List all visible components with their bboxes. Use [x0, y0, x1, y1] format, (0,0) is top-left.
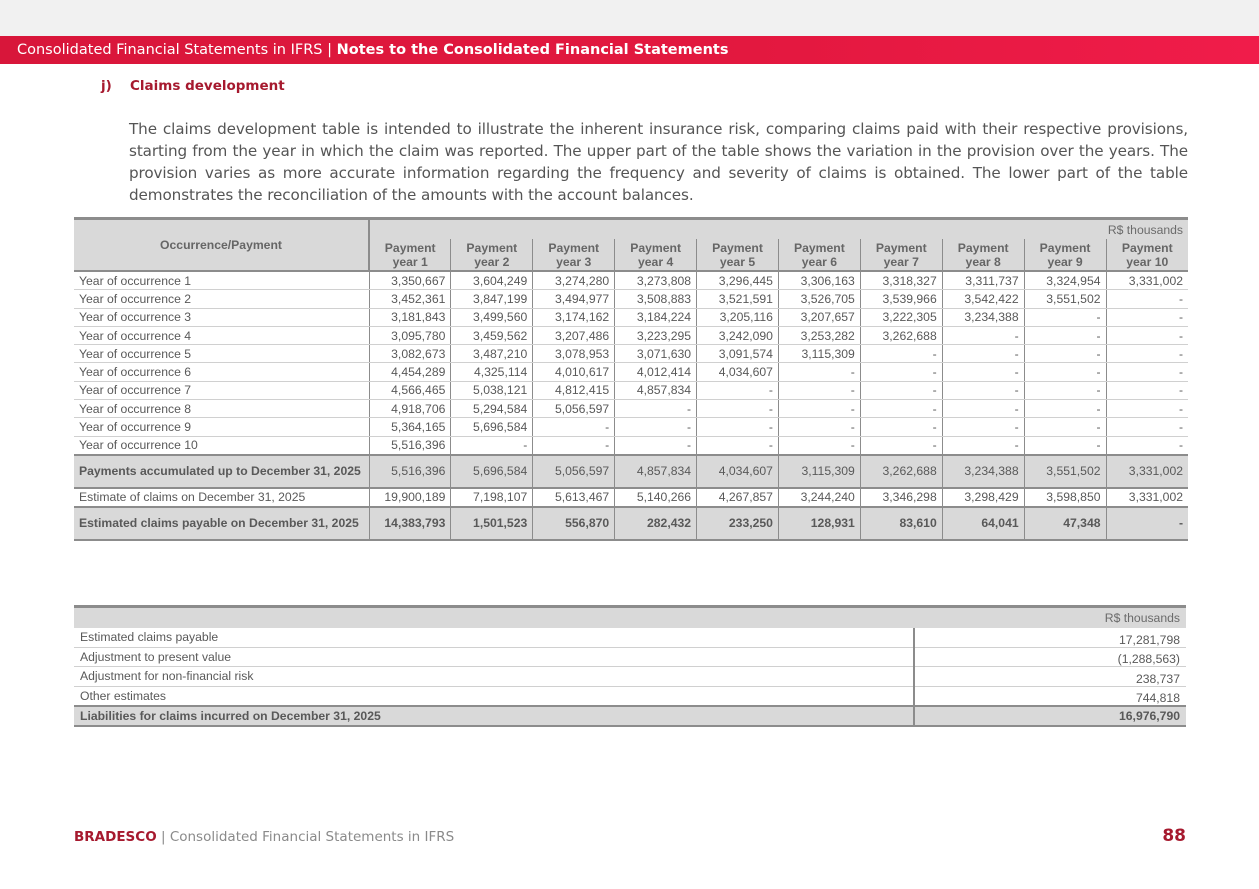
column-header-line: year 9: [1047, 254, 1083, 269]
cell-value: -: [1024, 345, 1106, 363]
cell-value: 282,432: [615, 507, 697, 540]
cell-value: 5,140,266: [615, 488, 697, 507]
cell-value: -: [942, 418, 1024, 436]
cell-value: 3,205,116: [697, 308, 779, 326]
cell-value: 3,078,953: [533, 345, 615, 363]
cell-value: 3,174,162: [533, 308, 615, 326]
header-left-text: Consolidated Financial Statements in IFRS: [17, 42, 323, 58]
row-label: Estimated claims payable on December 31, 2025: [74, 507, 369, 540]
cell-value: 3,539,966: [860, 290, 942, 308]
cell-value: 3,604,249: [451, 271, 533, 290]
cell-value: -: [1024, 436, 1106, 455]
cell-value: -: [1024, 326, 1106, 344]
cell-value: -: [697, 436, 779, 455]
footer: [74, 829, 454, 845]
row-label: Year of occurrence 9: [74, 418, 369, 436]
units-label: R$ thousands: [369, 219, 1188, 240]
cell-value: 4,012,414: [615, 363, 697, 381]
cell-value: 3,542,422: [942, 290, 1024, 308]
row-label: Year of occurrence 8: [74, 400, 369, 418]
page-number: 88: [1162, 826, 1186, 846]
cell-value: -: [778, 381, 860, 399]
cell-value: 3,115,309: [778, 345, 860, 363]
cell-value: 1,501,523: [451, 507, 533, 540]
cell-value: 3,452,361: [369, 290, 451, 308]
cell-value: 3,318,327: [860, 271, 942, 290]
cell-value: -: [1024, 400, 1106, 418]
occurrence-row: [74, 418, 1188, 436]
column-header-line: year 4: [637, 254, 674, 269]
cell-value: -: [942, 436, 1024, 455]
cell-value: -: [697, 418, 779, 436]
column-header-line: Payment: [957, 240, 1009, 255]
cell-value: 4,857,834: [615, 381, 697, 399]
cell-value: -: [1106, 400, 1188, 418]
cell-value: 83,610: [860, 507, 942, 540]
cell-value: 3,494,977: [533, 290, 615, 308]
cell-value: -: [860, 381, 942, 399]
column-header-line: Payment: [1039, 240, 1091, 255]
occurrence-row: [74, 326, 1188, 344]
column-header-line: year 10: [1126, 254, 1169, 269]
row-label: Year of occurrence 1: [74, 271, 369, 290]
column-header: [369, 239, 451, 271]
claims-body: [74, 271, 1188, 540]
recon-row: [74, 628, 1186, 647]
cell-value: -: [533, 418, 615, 436]
recon-total-row: [74, 706, 1186, 726]
column-header-line: year 6: [801, 254, 838, 269]
cell-value: 3,598,850: [1024, 488, 1106, 507]
occurrence-row: [74, 345, 1188, 363]
cell-value: 3,459,562: [451, 326, 533, 344]
row-label: Year of occurrence 6: [74, 363, 369, 381]
column-header-line: year 8: [965, 254, 1001, 269]
cell-value: 3,242,090: [697, 326, 779, 344]
cell-value: 3,331,002: [1106, 271, 1188, 290]
cell-value: -: [1106, 363, 1188, 381]
column-header-line: Payment: [466, 240, 518, 255]
column-header-line: Payment: [384, 240, 436, 255]
cell-value: 4,454,289: [369, 363, 451, 381]
cell-value: 3,508,883: [615, 290, 697, 308]
cell-value: -: [942, 363, 1024, 381]
cell-value: 5,516,396: [369, 436, 451, 455]
occurrence-row: [74, 290, 1188, 308]
reconciliation-table: [74, 605, 1186, 727]
cell-value: 3,184,224: [615, 308, 697, 326]
cell-value: 3,311,737: [942, 271, 1024, 290]
column-header-line: Payment: [630, 240, 682, 255]
cell-value: 3,115,309: [778, 455, 860, 488]
cell-value: 5,056,597: [533, 455, 615, 488]
column-header: [1024, 239, 1106, 271]
estimate-of-claims-row: [74, 488, 1188, 507]
cell-value: 3,499,560: [451, 308, 533, 326]
cell-value: -: [778, 400, 860, 418]
cell-value: 3,487,210: [451, 345, 533, 363]
column-header: [942, 239, 1024, 271]
occurrence-row: [74, 271, 1188, 290]
column-header-line: year 2: [474, 254, 510, 269]
cell-value: -: [942, 326, 1024, 344]
recon-units-label: R$ thousands: [74, 607, 1186, 629]
cell-value: 3,331,002: [1106, 455, 1188, 488]
cell-value: 5,696,584: [451, 418, 533, 436]
row-label: Year of occurrence 7: [74, 381, 369, 399]
cell-value: -: [1106, 507, 1188, 540]
row-label: Year of occurrence 4: [74, 326, 369, 344]
cell-value: 3,346,298: [860, 488, 942, 507]
cell-value: 4,010,617: [533, 363, 615, 381]
cell-value: 3,082,673: [369, 345, 451, 363]
column-header: [1106, 239, 1188, 271]
cell-value: 3,095,780: [369, 326, 451, 344]
recon-label: Other estimates: [74, 686, 914, 706]
intro-paragraph: The claims development table is intended to illustrate the inherent insurance risk, comparing claims paid with their respective provisions, starting from the year in which the claim was reported. The upper part of the table shows the variation in the provision over the years. The provision varies as more accurate information regarding the frequency and severity of claims is obtained. The lower part of the table demonstrates the reconciliation of the amounts with the account balances.: [129, 120, 1188, 204]
cell-value: -: [615, 400, 697, 418]
recon-value: 744,818: [914, 686, 1186, 706]
cell-value: 3,526,705: [778, 290, 860, 308]
cell-value: 3,234,388: [942, 308, 1024, 326]
cell-value: 5,516,396: [369, 455, 451, 488]
row-label: Year of occurrence 5: [74, 345, 369, 363]
cell-value: 5,294,584: [451, 400, 533, 418]
occurrence-row: [74, 436, 1188, 455]
cell-value: -: [860, 436, 942, 455]
column-header-line: Payment: [548, 240, 600, 255]
cell-value: 3,181,843: [369, 308, 451, 326]
recon-row: [74, 667, 1186, 687]
column-header-line: year 1: [392, 254, 428, 269]
cell-value: 5,038,121: [451, 381, 533, 399]
cell-value: -: [1106, 345, 1188, 363]
cell-value: -: [1106, 290, 1188, 308]
cell-value: -: [697, 381, 779, 399]
column-header-line: Payment: [1121, 240, 1173, 255]
cell-value: 3,234,388: [942, 455, 1024, 488]
cell-value: 4,812,415: [533, 381, 615, 399]
cell-value: 3,244,240: [778, 488, 860, 507]
section-title: Claims development: [130, 78, 285, 94]
occurrence-row: [74, 400, 1188, 418]
column-header-line: Payment: [875, 240, 927, 255]
cell-value: -: [942, 400, 1024, 418]
cell-value: -: [1106, 418, 1188, 436]
footer-separator: |: [156, 829, 170, 845]
cell-value: 3,350,667: [369, 271, 451, 290]
cell-value: 3,274,280: [533, 271, 615, 290]
cell-value: 47,348: [1024, 507, 1106, 540]
header-right-text: Notes to the Consolidated Financial Statements: [336, 42, 729, 58]
cell-value: 3,091,574: [697, 345, 779, 363]
cell-value: 4,267,857: [697, 488, 779, 507]
cell-value: -: [1024, 308, 1106, 326]
occurrence-row: [74, 381, 1188, 399]
estimated-payable-row: [74, 507, 1188, 540]
cell-value: -: [942, 345, 1024, 363]
column-header: [615, 239, 697, 271]
cell-value: 5,364,165: [369, 418, 451, 436]
cell-value: 3,207,486: [533, 326, 615, 344]
cell-value: 3,273,808: [615, 271, 697, 290]
row-label: Year of occurrence 10: [74, 436, 369, 455]
recon-value: 238,737: [914, 667, 1186, 687]
cell-value: 3,306,163: [778, 271, 860, 290]
cell-value: 3,071,630: [615, 345, 697, 363]
cell-value: -: [1106, 381, 1188, 399]
occurrence-payment-header: Occurrence/Payment: [74, 219, 369, 272]
cell-value: -: [1106, 436, 1188, 455]
cell-value: 3,223,295: [615, 326, 697, 344]
row-label: Estimate of claims on December 31, 2025: [74, 488, 369, 507]
cell-value: 3,551,502: [1024, 290, 1106, 308]
cell-value: 3,296,445: [697, 271, 779, 290]
cell-value: -: [860, 363, 942, 381]
cell-value: 4,034,607: [697, 455, 779, 488]
cell-value: 4,566,465: [369, 381, 451, 399]
footer-text: Consolidated Financial Statements in IFRS: [169, 829, 455, 845]
occurrence-row: [74, 308, 1188, 326]
column-header: [697, 239, 779, 271]
cell-value: -: [860, 418, 942, 436]
cell-value: 3,262,688: [860, 326, 942, 344]
column-header: [778, 239, 860, 271]
row-label: Year of occurrence 3: [74, 308, 369, 326]
header-banner: [0, 36, 1259, 64]
cell-value: 5,056,597: [533, 400, 615, 418]
cell-value: -: [533, 436, 615, 455]
cell-value: -: [1024, 381, 1106, 399]
recon-value: 16,976,790: [914, 706, 1186, 726]
recon-row: [74, 647, 1186, 667]
cell-value: -: [778, 418, 860, 436]
row-label: Payments accumulated up to December 31, 2025: [74, 455, 369, 488]
cell-value: -: [1106, 326, 1188, 344]
recon-value: 17,281,798: [914, 628, 1186, 647]
recon-value: (1,288,563): [914, 647, 1186, 667]
cell-value: 5,696,584: [451, 455, 533, 488]
cell-value: 128,931: [778, 507, 860, 540]
section-letter: j): [101, 78, 112, 94]
cell-value: 14,383,793: [369, 507, 451, 540]
cell-value: 3,222,305: [860, 308, 942, 326]
cell-value: 3,331,002: [1106, 488, 1188, 507]
column-header-line: year 5: [719, 254, 756, 269]
recon-label: Liabilities for claims incurred on December 31, 2025: [74, 706, 914, 726]
cell-value: 7,198,107: [451, 488, 533, 507]
column-header-line: year 3: [556, 254, 592, 269]
cell-value: -: [697, 400, 779, 418]
cell-value: 4,325,114: [451, 363, 533, 381]
cell-value: -: [1024, 363, 1106, 381]
footer-brand: BRADESCO: [74, 829, 157, 845]
cell-value: 4,034,607: [697, 363, 779, 381]
cell-value: 5,613,467: [533, 488, 615, 507]
column-header-line: Payment: [712, 240, 763, 255]
payments-accumulated-row: [74, 455, 1188, 488]
column-header: [451, 239, 533, 271]
cell-value: -: [451, 436, 533, 455]
cell-value: 3,298,429: [942, 488, 1024, 507]
cell-value: 3,551,502: [1024, 455, 1106, 488]
cell-value: 233,250: [697, 507, 779, 540]
cell-value: -: [615, 418, 697, 436]
row-label: Year of occurrence 2: [74, 290, 369, 308]
cell-value: 3,207,657: [778, 308, 860, 326]
header-separator: |: [322, 42, 337, 58]
recon-row: [74, 686, 1186, 706]
cell-value: -: [942, 381, 1024, 399]
cell-value: -: [1024, 418, 1106, 436]
cell-value: -: [615, 436, 697, 455]
cell-value: 3,262,688: [860, 455, 942, 488]
claims-development-table: [74, 217, 1188, 541]
column-header-line: year 7: [883, 254, 919, 269]
cell-value: -: [778, 363, 860, 381]
cell-value: -: [860, 400, 942, 418]
cell-value: 3,521,591: [697, 290, 779, 308]
cell-value: -: [860, 345, 942, 363]
cell-value: 19,900,189: [369, 488, 451, 507]
column-header-line: Payment: [793, 240, 845, 255]
cell-value: -: [778, 436, 860, 455]
occurrence-row: [74, 363, 1188, 381]
cell-value: 64,041: [942, 507, 1024, 540]
cell-value: 4,918,706: [369, 400, 451, 418]
recon-label: Estimated claims payable: [74, 628, 914, 647]
cell-value: 3,253,282: [778, 326, 860, 344]
column-header: [533, 239, 615, 271]
recon-label: Adjustment to present value: [74, 647, 914, 667]
cell-value: 3,847,199: [451, 290, 533, 308]
column-header: [860, 239, 942, 271]
recon-label: Adjustment for non-financial risk: [74, 667, 914, 687]
cell-value: 4,857,834: [615, 455, 697, 488]
top-margin: [0, 0, 1259, 36]
cell-value: -: [1106, 308, 1188, 326]
cell-value: 556,870: [533, 507, 615, 540]
cell-value: 3,324,954: [1024, 271, 1106, 290]
